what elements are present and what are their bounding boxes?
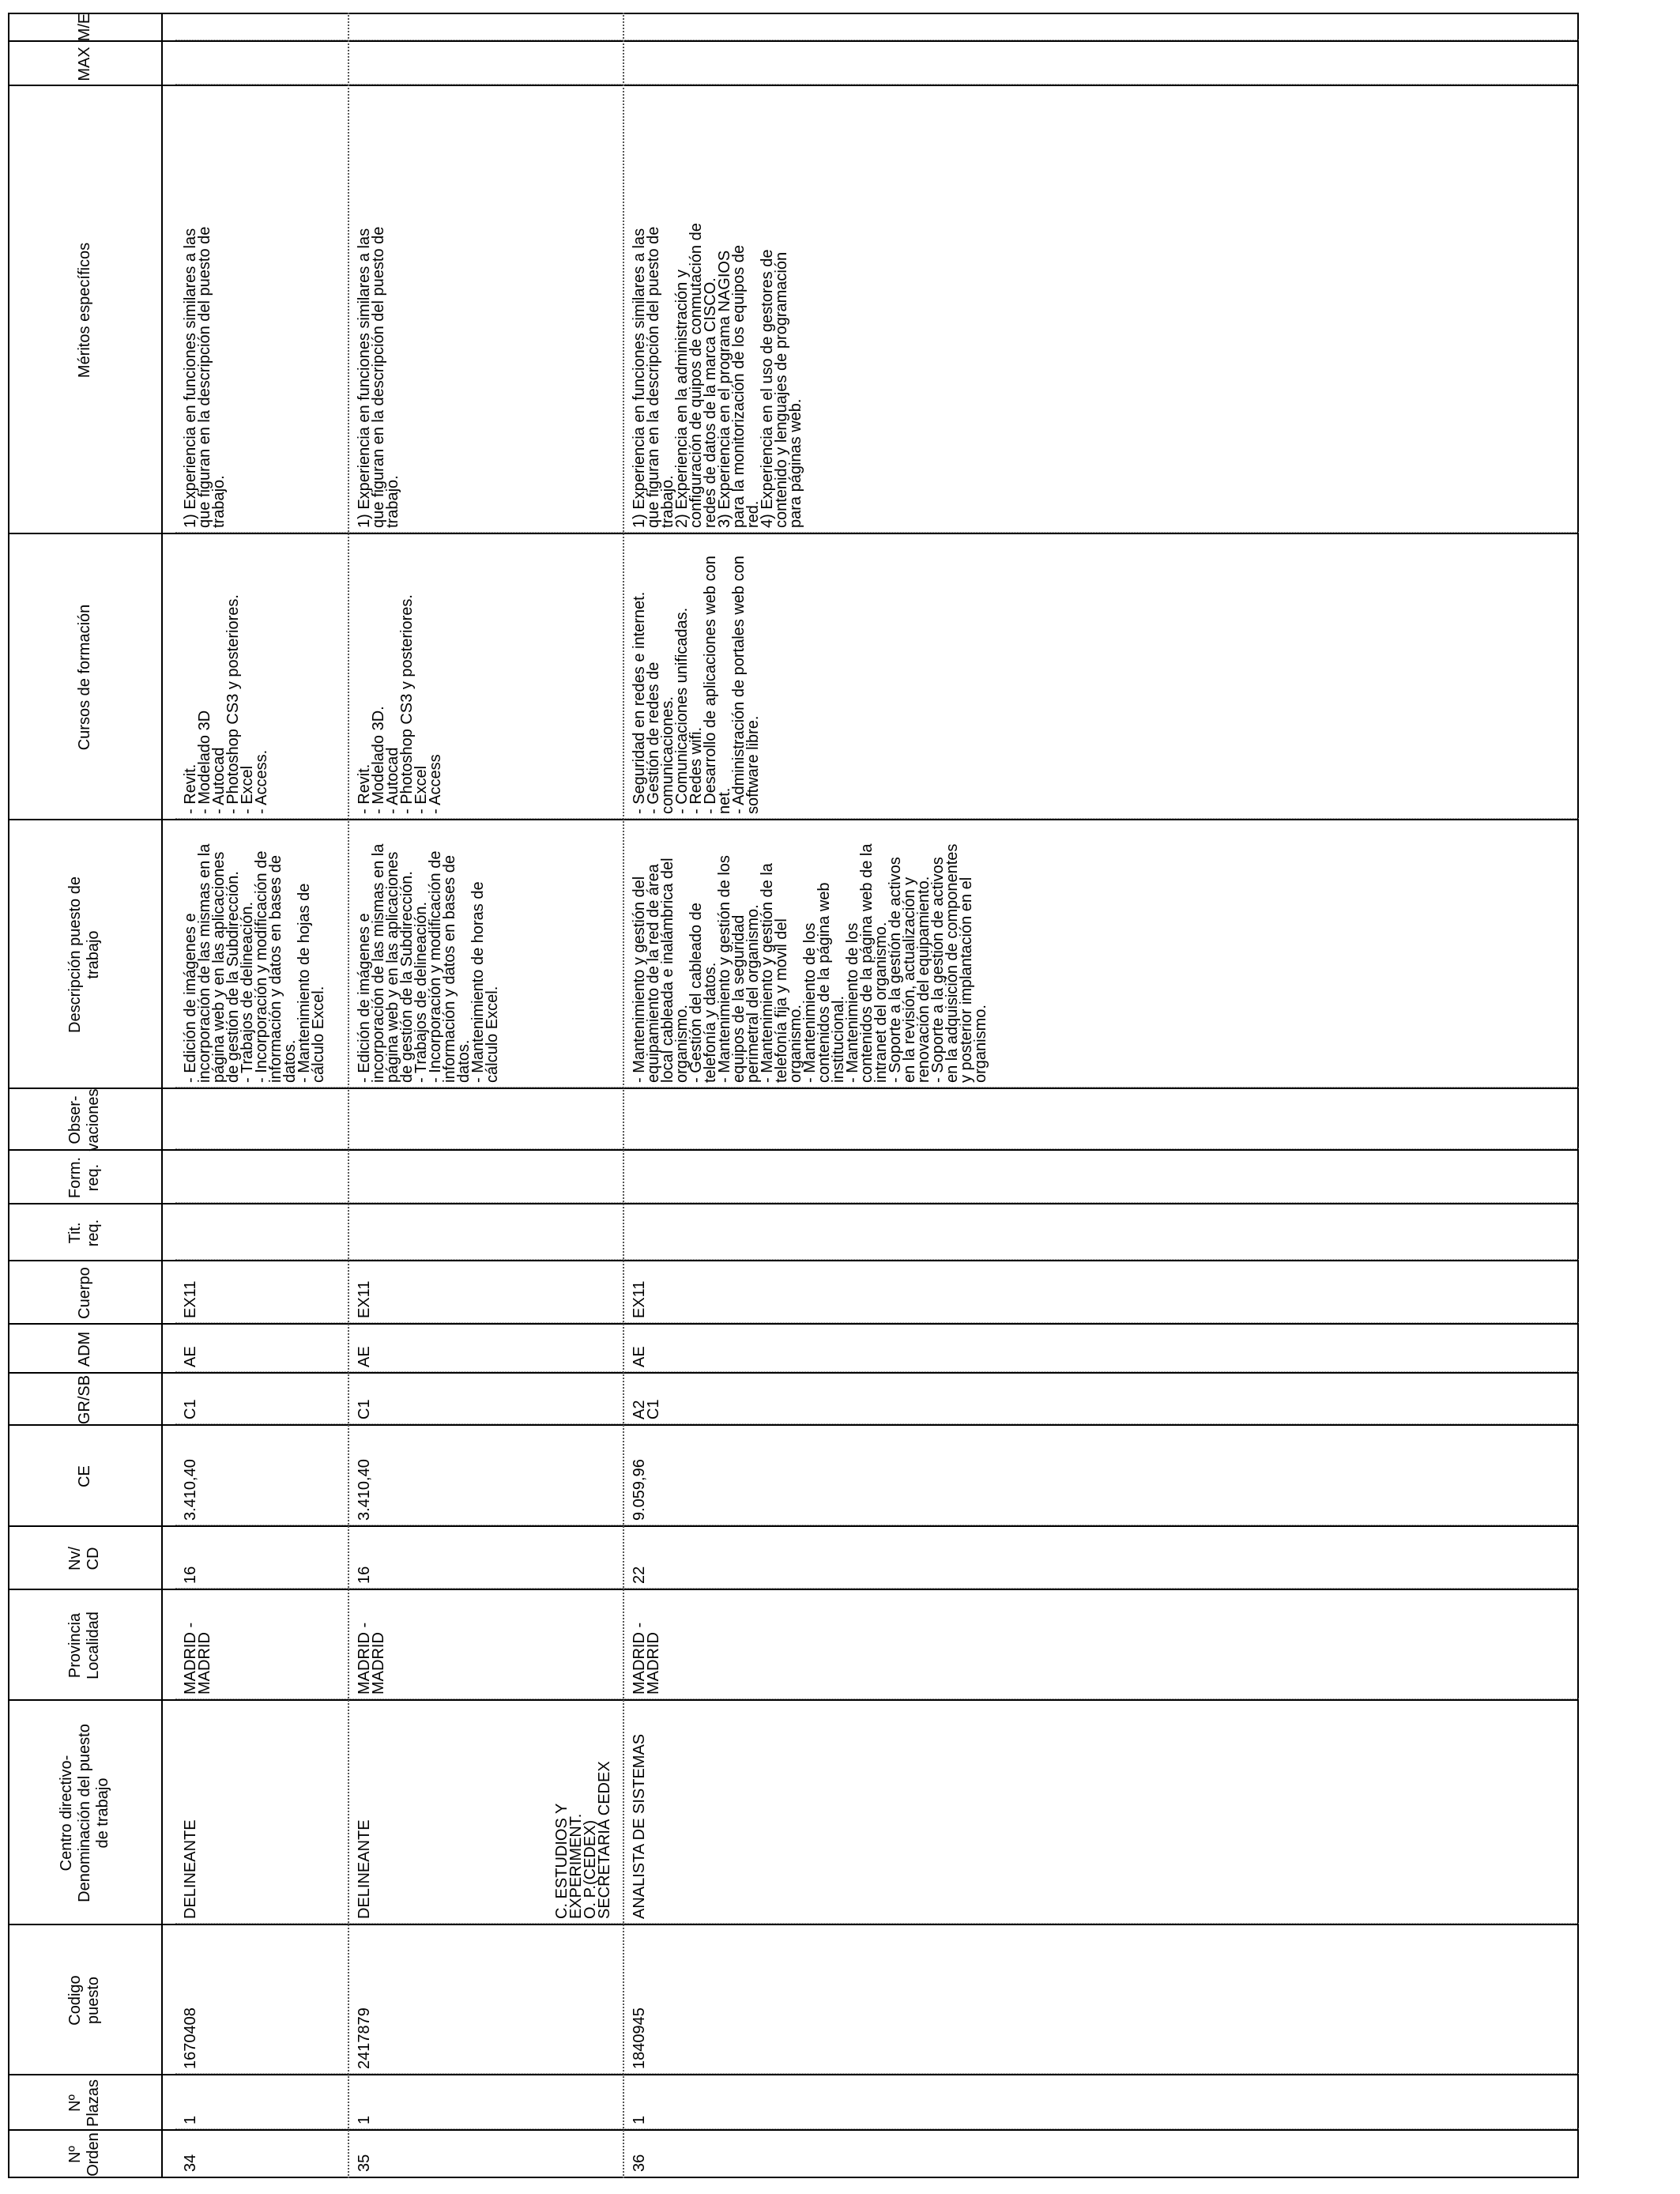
row-34-cursos: - Revit. - Modelado 3D - Autocad - Photoshop CS3 y posteriores. - Excel - Access. [182, 594, 270, 814]
row-separator [623, 13, 624, 2178]
row-35-provincia: MADRID - MADRID [356, 1622, 387, 1695]
header-grupo-label: GR/SB [75, 1374, 93, 1425]
row-35-adm: AE [356, 1346, 373, 1367]
column-divider [8, 1203, 1579, 1204]
column-dot-guide [175, 1371, 1579, 1372]
header-observaciones [8, 1089, 161, 1151]
row-35-cuerpo: EX11 [356, 1280, 373, 1318]
header-ce [8, 1426, 161, 1527]
row-34-nivel: 16 [182, 1566, 199, 1584]
column-divider [8, 1088, 1579, 1089]
row-34-codigo: 1670408 [182, 2007, 199, 2069]
header-meritos [8, 86, 161, 534]
column-divider [8, 1323, 1579, 1325]
row-35-descripcion: - Edición de imágenes e incorporación de las mismas en la página web y en las aplicaciones de gestión de la Subdirección. - Trabajos de delineación. - Incorporación y modificación de información y datos en bases de datos. - Mantenimiento de horas de cálculo Excel. [356, 843, 501, 1083]
header-centro-label: Centro directivo- Denominación del puesto de trabajo [57, 1724, 111, 1902]
header-nivel-label: Nv/ CD [66, 1547, 102, 1570]
column-divider [8, 1589, 1579, 1590]
row-35-centro: DELINEANTE [356, 1819, 373, 1919]
row-35-plazas: 1 [356, 2115, 373, 2124]
row-34-plazas: 1 [182, 2115, 199, 2124]
row-35-orden: 35 [356, 2154, 373, 2172]
row-36-cursos: - Seguridad en redes e internet. - Gestión de redes de comunicaciones. - Comunicaciones unificadas. - Redes wifi. - Desarrollo de aplicaciones web con net. - Administración de portales web con software libre. [631, 556, 762, 814]
header-cursos [8, 534, 161, 820]
row-36-codigo: 1840945 [631, 2007, 648, 2069]
row-34-centro: DELINEANTE [182, 1819, 199, 1919]
column-divider [8, 1525, 1579, 1527]
column-dot-guide [175, 1588, 1579, 1589]
column-dot-guide [175, 2128, 1579, 2129]
header-nivel [8, 1527, 161, 1590]
column-divider [8, 1699, 1579, 1701]
column-dot-guide [175, 2073, 1579, 2074]
row-34-meritos: 1) Experiencia en funciones similares a las que figuran en la descripción del puesto de trabajo. [182, 226, 228, 528]
row-36-provincia: MADRID - MADRID [631, 1622, 662, 1695]
row-36-meritos: 1) Experiencia en funciones similares a las que figuran en la descripción del puesto de trabajo. 2) Experiencia en la administración y configuración de quipos de conmutación de redes de datos de la marca CISCO. 3) Experiencia en el programa NAGIOS para la monitorización de los equipos de red. 4) Experiencia en el uso de gestores de contenido y lenguajes de programación para páginas web. [631, 223, 804, 528]
header-formacion [8, 1151, 161, 1204]
row-36-descripcion: - Mantenimiento y gestión del equipamiento de la red de área local cableada e inalámbrica del organismo. - Gestión del cableado de telefonía y datos. - Mantenimiento y gestión de los equipos de la seguridad perimetral del organismo. - Mantenimiento y gestión de la telefonía fija y móvil del organismo. - Mantenimiento de los contenidos de la página web institucional. - Mantenimiento de los contenidos de la página web de la intranet del organismo. - Soporte a la gestión de activos en la revisión, actualización y renovación del equipamiento. - Soporte a la gestión de activos en la adquisición de componentes y posterior implantación en el organismo. [631, 843, 989, 1083]
header-max [8, 42, 161, 86]
row-34-cuerpo: EX11 [182, 1280, 199, 1318]
row-35-meritos: 1) Experiencia en funciones similares a las que figuran en la descripción del puesto de trabajo. [356, 226, 401, 528]
header-orden-label: Nº Orden [66, 2132, 102, 2177]
column-dot-guide [175, 1202, 1579, 1203]
column-dot-guide [175, 1923, 1579, 1924]
header-observaciones-label: Obser- vaciones [66, 1088, 102, 1152]
header-titulacion-label: Tit. req. [66, 1219, 102, 1247]
row-36-adm: AE [631, 1346, 648, 1367]
row-34-ce: 3.410,40 [182, 1459, 199, 1521]
header-divider [161, 13, 163, 2178]
column-divider [8, 40, 1579, 42]
column-dot-guide [175, 818, 1579, 819]
row-36-centro: ANALISTA DE SISTEMAS [631, 1733, 648, 1919]
header-plazas-label: Nº Plazas [66, 2079, 102, 2128]
row-separator [348, 13, 349, 2178]
header-me [8, 13, 161, 42]
row-36-nivel: 22 [631, 1566, 648, 1584]
row-34-provincia: MADRID - MADRID [182, 1622, 213, 1695]
row-36-plazas: 1 [631, 2115, 648, 2124]
row-35-codigo: 2417879 [356, 2007, 373, 2069]
column-dot-guide [175, 1698, 1579, 1699]
row-34-grupo: C1 [182, 1399, 199, 1419]
header-max-label: MAX [75, 47, 93, 81]
header-cuerpo [8, 1261, 161, 1325]
column-dot-guide [175, 1322, 1579, 1323]
header-plazas [8, 2075, 161, 2131]
row-35-ce: 3.410,40 [356, 1459, 373, 1521]
column-dot-guide [175, 1423, 1579, 1424]
column-dot-guide [175, 532, 1579, 533]
column-divider [8, 85, 1579, 86]
row-35-nivel: 16 [356, 1566, 373, 1584]
header-provincia-label: Provincia Localidad [66, 1612, 102, 1679]
header-descripcion-label: Descripción puesto de trabajo [66, 876, 102, 1033]
header-cuerpo-label: Cuerpo [75, 1267, 93, 1319]
row-34-orden: 34 [182, 2154, 199, 2172]
row-34-descripcion: - Edición de imágenes e incorporación de las mismas en la página web y en las aplicaciones de gestión de la Subdirección. - Trabajos de delineación. - Incorporación y modificación de información y datos en bases de datos. - Mantenimiento de hojas de cálculo Excel. [182, 843, 327, 1083]
header-titulacion [8, 1204, 161, 1261]
row-35-grupo: C1 [356, 1399, 373, 1419]
header-orden [8, 2131, 161, 2178]
column-divider [8, 1260, 1579, 1261]
row-36-grupo: A2 C1 [631, 1399, 662, 1419]
column-dot-guide [175, 1148, 1579, 1149]
group-heading: C. ESTUDIOS Y EXPERIMENT. O. P.(CEDEX) SECRETARIA CEDEX [553, 1761, 613, 1919]
header-ce-label: CE [75, 1465, 93, 1487]
header-me-label: M/E [75, 13, 93, 42]
header-provincia [8, 1590, 161, 1701]
table-frame [8, 13, 1579, 2178]
row-35-cursos: - Revit. - Modelado 3D. - Autocad - Photoshop CS3 y posteriores. - Excel - Access [356, 594, 444, 814]
column-dot-guide [175, 1259, 1579, 1260]
column-divider [8, 819, 1579, 820]
header-formacion-label: Form. req. [66, 1156, 102, 1199]
column-divider [8, 1924, 1579, 1925]
header-meritos-label: Méritos específicos [75, 242, 93, 379]
header-grupo [8, 1374, 161, 1426]
column-divider [8, 1372, 1579, 1374]
header-codigo-label: Codigo puesto [66, 1975, 102, 2026]
row-36-ce: 9.059,96 [631, 1459, 648, 1521]
column-divider [8, 1149, 1579, 1151]
row-36-cuerpo: EX11 [631, 1280, 648, 1318]
column-dot-guide [175, 84, 1579, 85]
column-dot-guide [175, 1087, 1579, 1088]
header-centro [8, 1701, 161, 1925]
header-cursos-label: Cursos de formación [75, 604, 93, 751]
header-descripcion [8, 820, 161, 1089]
column-divider [8, 1424, 1579, 1426]
column-divider [8, 2074, 1579, 2075]
column-divider [8, 533, 1579, 534]
header-adm-label: ADM [75, 1331, 93, 1367]
header-adm [8, 1325, 161, 1374]
row-36-orden: 36 [631, 2154, 648, 2172]
column-divider [8, 2129, 1579, 2131]
header-codigo [8, 1925, 161, 2075]
row-34-adm: AE [182, 1346, 199, 1367]
